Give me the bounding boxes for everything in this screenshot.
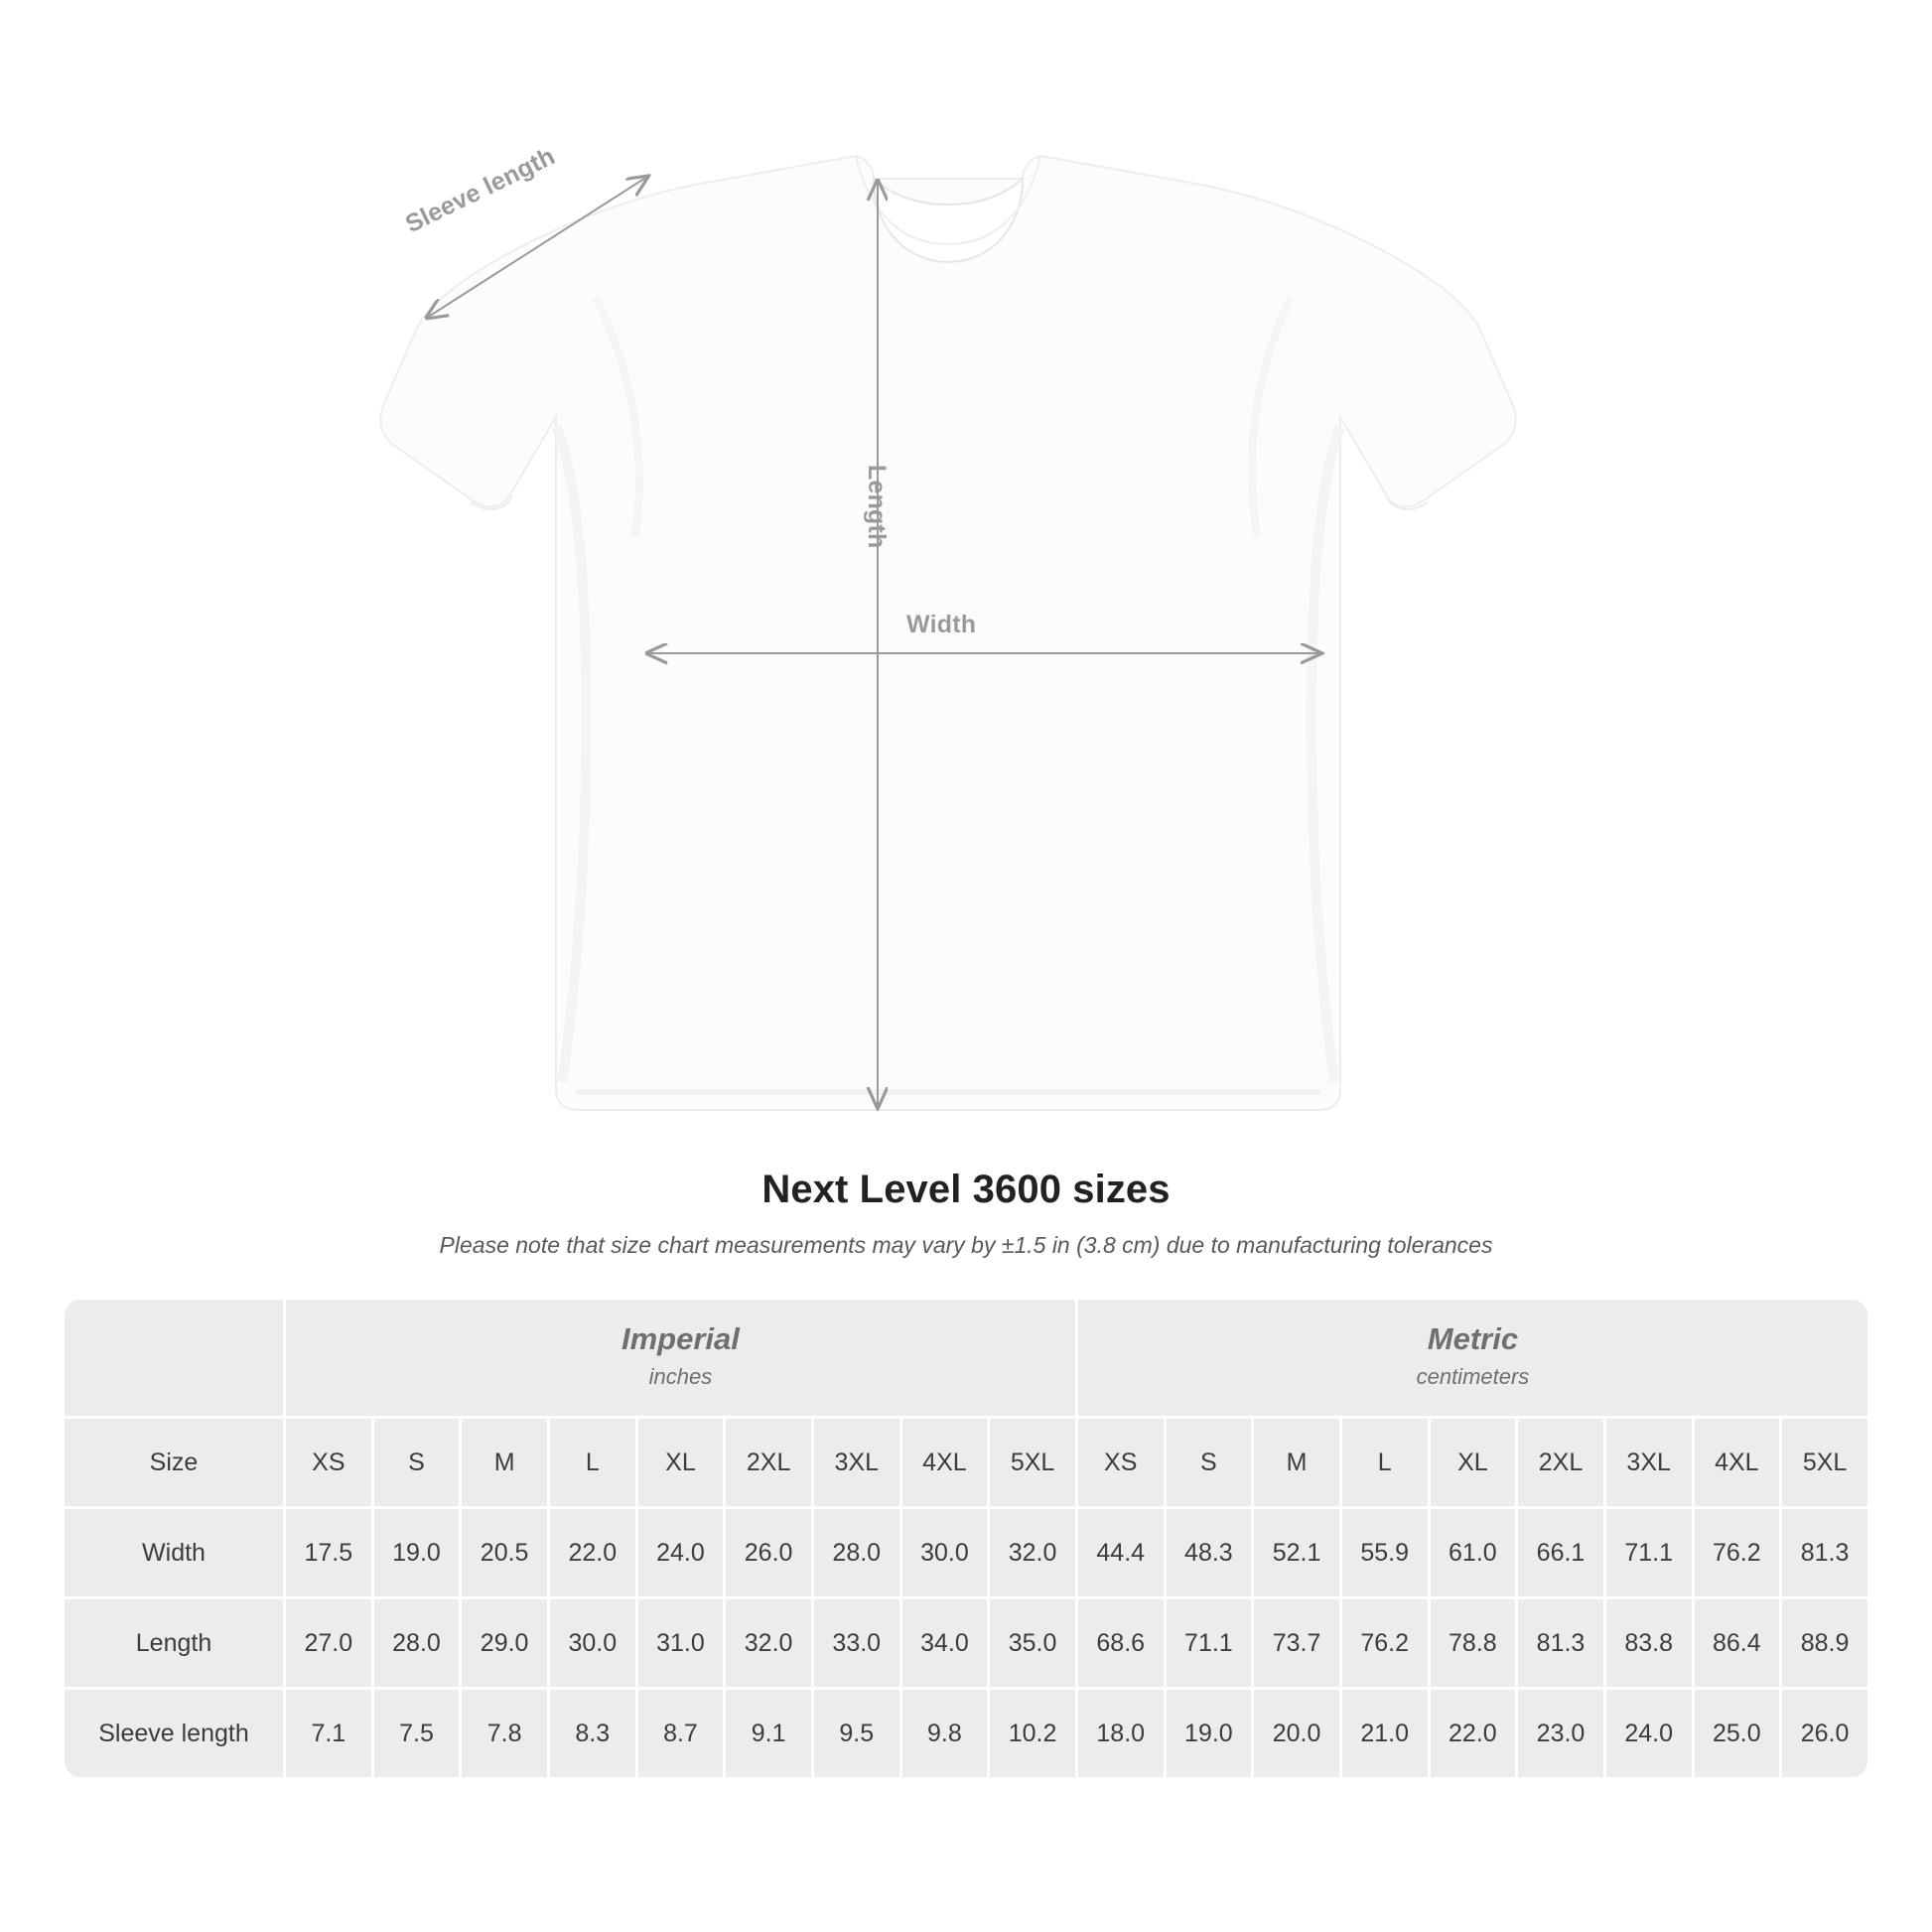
cell-sleeve-imp-3xl: 9.5 [814,1690,899,1777]
col-imp-3xl: 3XL [814,1419,899,1506]
cell-width-met-m: 52.1 [1254,1509,1339,1596]
title-block [0,1168,1932,1259]
col-imp-4xl: 4XL [902,1419,988,1506]
unit-imperial-sub: inches [648,1364,713,1389]
cell-sleeve-imp-m: 7.8 [462,1690,547,1777]
cell-width-met-xs: 44.4 [1078,1509,1164,1596]
cell-sleeve-met-2xl: 23.0 [1518,1690,1603,1777]
col-imp-s: S [374,1419,460,1506]
cell-sleeve-imp-2xl: 9.1 [726,1690,811,1777]
unit-metric-sub: centimeters [1416,1364,1530,1389]
tolerance-note: Please note that size chart measurements may vary by ±1.5 in (3.8 cm) due to manufacturing tolerances [439,1232,1493,1258]
cell-length-imp-m: 29.0 [462,1599,547,1687]
cell-length-met-xl: 78.8 [1431,1599,1516,1687]
unit-header-metric [1078,1300,1867,1416]
cell-length-met-3xl: 83.8 [1606,1599,1692,1687]
cell-length-imp-4xl: 34.0 [902,1599,988,1687]
cell-length-imp-xs: 27.0 [286,1599,371,1687]
col-met-4xl: 4XL [1695,1419,1780,1506]
col-imp-5xl: 5XL [990,1419,1075,1506]
col-met-s: S [1167,1419,1252,1506]
unit-header-row [65,1300,1867,1416]
table-row [65,1509,1867,1596]
cell-length-met-5xl: 88.9 [1782,1599,1867,1687]
cell-sleeve-imp-xs: 7.1 [286,1690,371,1777]
size-label-cell: Size [65,1419,283,1506]
size-header-row [65,1419,1867,1506]
cell-width-met-2xl: 66.1 [1518,1509,1603,1596]
cell-sleeve-met-xl: 22.0 [1431,1690,1516,1777]
col-met-3xl: 3XL [1606,1419,1692,1506]
table-row [65,1690,1867,1777]
cell-width-imp-5xl: 32.0 [990,1509,1075,1596]
table-row [65,1599,1867,1687]
row-label-sleeve-length: Sleeve length [65,1690,283,1777]
cell-width-imp-4xl: 30.0 [902,1509,988,1596]
cell-sleeve-imp-s: 7.5 [374,1690,460,1777]
col-imp-xl: XL [638,1419,724,1506]
cell-width-imp-xl: 24.0 [638,1509,724,1596]
cell-length-met-4xl: 86.4 [1695,1599,1780,1687]
cell-width-met-s: 48.3 [1167,1509,1252,1596]
cell-sleeve-met-xs: 18.0 [1078,1690,1164,1777]
cell-sleeve-imp-l: 8.3 [550,1690,635,1777]
cell-sleeve-met-4xl: 25.0 [1695,1690,1780,1777]
cell-sleeve-met-s: 19.0 [1167,1690,1252,1777]
col-met-xl: XL [1431,1419,1516,1506]
cell-length-imp-xl: 31.0 [638,1599,724,1687]
cell-sleeve-imp-xl: 8.7 [638,1690,724,1777]
size-table-wrap [62,1297,1870,1780]
unit-header-imperial [286,1300,1075,1416]
cell-width-imp-s: 19.0 [374,1509,460,1596]
cell-length-met-m: 73.7 [1254,1599,1339,1687]
cell-width-met-xl: 61.0 [1431,1509,1516,1596]
cell-length-imp-s: 28.0 [374,1599,460,1687]
col-imp-2xl: 2XL [726,1419,811,1506]
cell-width-met-5xl: 81.3 [1782,1509,1867,1596]
col-imp-l: L [550,1419,635,1506]
cell-sleeve-met-3xl: 24.0 [1606,1690,1692,1777]
width-label: Width [906,611,977,638]
cell-width-imp-m: 20.5 [462,1509,547,1596]
col-met-m: M [1254,1419,1339,1506]
unit-header-spacer [65,1300,283,1416]
cell-sleeve-imp-5xl: 10.2 [990,1690,1075,1777]
page-title: Next Level 3600 sizes [761,1168,1171,1211]
unit-metric-name: Metric [1427,1321,1519,1356]
cell-sleeve-imp-4xl: 9.8 [902,1690,988,1777]
cell-width-met-4xl: 76.2 [1695,1509,1780,1596]
col-met-5xl: 5XL [1782,1419,1867,1506]
col-met-xs: XS [1078,1419,1164,1506]
sleeve-length-label: Sleeve length [401,142,560,239]
col-imp-m: M [462,1419,547,1506]
cell-length-met-xs: 68.6 [1078,1599,1164,1687]
cell-sleeve-met-5xl: 26.0 [1782,1690,1867,1777]
col-met-2xl: 2XL [1518,1419,1603,1506]
cell-width-met-l: 55.9 [1342,1509,1428,1596]
cell-length-met-l: 76.2 [1342,1599,1428,1687]
cell-width-imp-xs: 17.5 [286,1509,371,1596]
size-table [62,1297,1870,1780]
cell-width-imp-2xl: 26.0 [726,1509,811,1596]
length-label: Length [863,465,891,549]
cell-length-met-2xl: 81.3 [1518,1599,1603,1687]
cell-length-imp-5xl: 35.0 [990,1599,1075,1687]
row-label-length: Length [65,1599,283,1687]
cell-length-imp-3xl: 33.0 [814,1599,899,1687]
cell-sleeve-met-m: 20.0 [1254,1690,1339,1777]
cell-width-imp-3xl: 28.0 [814,1509,899,1596]
cell-sleeve-met-l: 21.0 [1342,1690,1428,1777]
cell-width-imp-l: 22.0 [550,1509,635,1596]
cell-length-imp-2xl: 32.0 [726,1599,811,1687]
cell-length-imp-l: 30.0 [550,1599,635,1687]
col-met-l: L [1342,1419,1428,1506]
unit-imperial-name: Imperial [621,1321,740,1356]
row-label-width: Width [65,1509,283,1596]
cell-length-met-s: 71.1 [1167,1599,1252,1687]
cell-width-met-3xl: 71.1 [1606,1509,1692,1596]
col-imp-xs: XS [286,1419,371,1506]
